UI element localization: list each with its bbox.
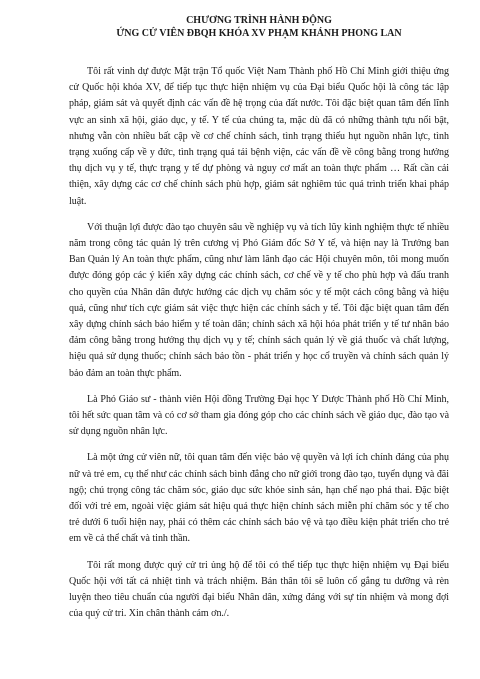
- paragraph-4: Là một ứng cử viên nữ, tôi quan tâm đến việc bảo vệ quyền và lợi ích chính đáng của phụ nữ và trẻ em, cụ thể như các chính sách bình đẳng cho nữ giới trong đào tạo, tuyển dụng và đãi ngộ; chú trọng công tác chăm sóc, giáo dục sức khỏe sinh sản, hạn chế nạo phá thai. Đặc biệt đối với trẻ em, ngoài việc giám sát hiệu quả thực hiện chính sách miễn phí chăm sóc y tế cho trẻ dưới 6 tuổi hiện nay, phải có thêm các chính sách bảo vệ và tạo điều kiện phát triển cho trẻ em về cả thể chất và tinh thần.: [69, 452, 449, 545]
- paragraph-1: Tôi rất vinh dự được Mặt trận Tổ quốc Việt Nam Thành phố Hồ Chí Minh giới thiệu ứng cử Quốc hội khóa XV, để tiếp tục thực hiện nhiệm vụ của Đại biểu Quốc hội là công tác lập pháp, giám sát và quyết định các vấn đề hệ trọng của đất nước. Tôi đặc biệt quan tâm đến lĩnh vực an sinh xã hội, giáo dục, y tế. Y tế của chúng ta, mặc dù đã có những thành tựu nổi bật, nhưng vẫn còn nhiều bất cập về cơ chế chính sách, tình trạng thiếu hụt nguồn nhân lực, tình trạng xuống cấp về y đức, tình trạng quá tải bệnh viện, các vấn đề về công bằng trong hưởng thụ dịch vụ y tế, thực trạng y tế dự phòng và nguy cơ mất an toàn thực phẩm … Rất cần cải thiện, xây dựng các cơ chế chính sách phù hợp, giám sát nghiêm túc quá trình triển khai pháp luật.: [69, 66, 449, 207]
- document-body: [69, 64, 449, 623]
- document-subtitle: ỨNG CỬ VIÊN ĐBQH KHÓA XV PHẠM KHÁNH PHONG LAN: [116, 28, 402, 39]
- paragraph-2: Với thuận lợi được đào tạo chuyên sâu về nghiệp vụ và tích lũy kinh nghiệm thực tế nhiều năm trong công tác quản lý trên cương vị Phó Giám đốc Sở Y tế, và hiện nay là Trưởng ban Ban Quản lý An toàn thực phẩm, cũng như làm lãnh đạo các Hội chuyên môn, tôi mong muốn được đóng góp các ý kiến xây dựng các chính sách, cơ chế về y tế cho phù hợp và đấu tranh cho quyền của Nhân dân được hướng các dịch vụ chăm sóc y tế một cách công bằng và hiệu quả, cũng như tích cực giám sát việc thực hiện các chính sách y tế. Tôi đặc biệt quan tâm đến xây dựng chính sách bảo hiểm y tế toàn dân; chính sách xã hội hóa phát triển y tế tư nhân bảo đảm công bằng trong hưởng thụ dịch vụ y tế; chính sách quản lý về giá thuốc và chất lượng, hiệu quả sử dụng thuốc; chính sách bảo tồn - phát triển y học cổ truyền và chính sách quản lý bảo đảm an toàn thực phẩm.: [69, 221, 449, 379]
- paragraph-3: Là Phó Giáo sư - thành viên Hội đồng Trường Đại học Y Dược Thành phố Hồ Chí Minh, tôi hết sức quan tâm và có cơ sở tham gia đóng góp cho các chính sách về giáo dục, đào tạo và sử dụng nguồn nhân lực.: [69, 393, 449, 438]
- document-title: CHƯƠNG TRÌNH HÀNH ĐỘNG: [186, 15, 332, 26]
- paragraph-5: Tôi rất mong được quý cử tri ủng hộ để tôi có thể tiếp tục thực hiện nhiệm vụ Đại biểu Quốc hội với tất cả nhiệt tình và trách nhiệm. Bản thân tôi sẽ luôn cố gắng tu dưỡng và rèn luyện theo tiêu chuẩn của người đại biểu Nhân dân, xứng đáng với sự tín nhiệm và mong đợi của quý cử tri. Xin chân thành cám ơn./.: [69, 559, 449, 620]
- document-header: [69, 14, 449, 40]
